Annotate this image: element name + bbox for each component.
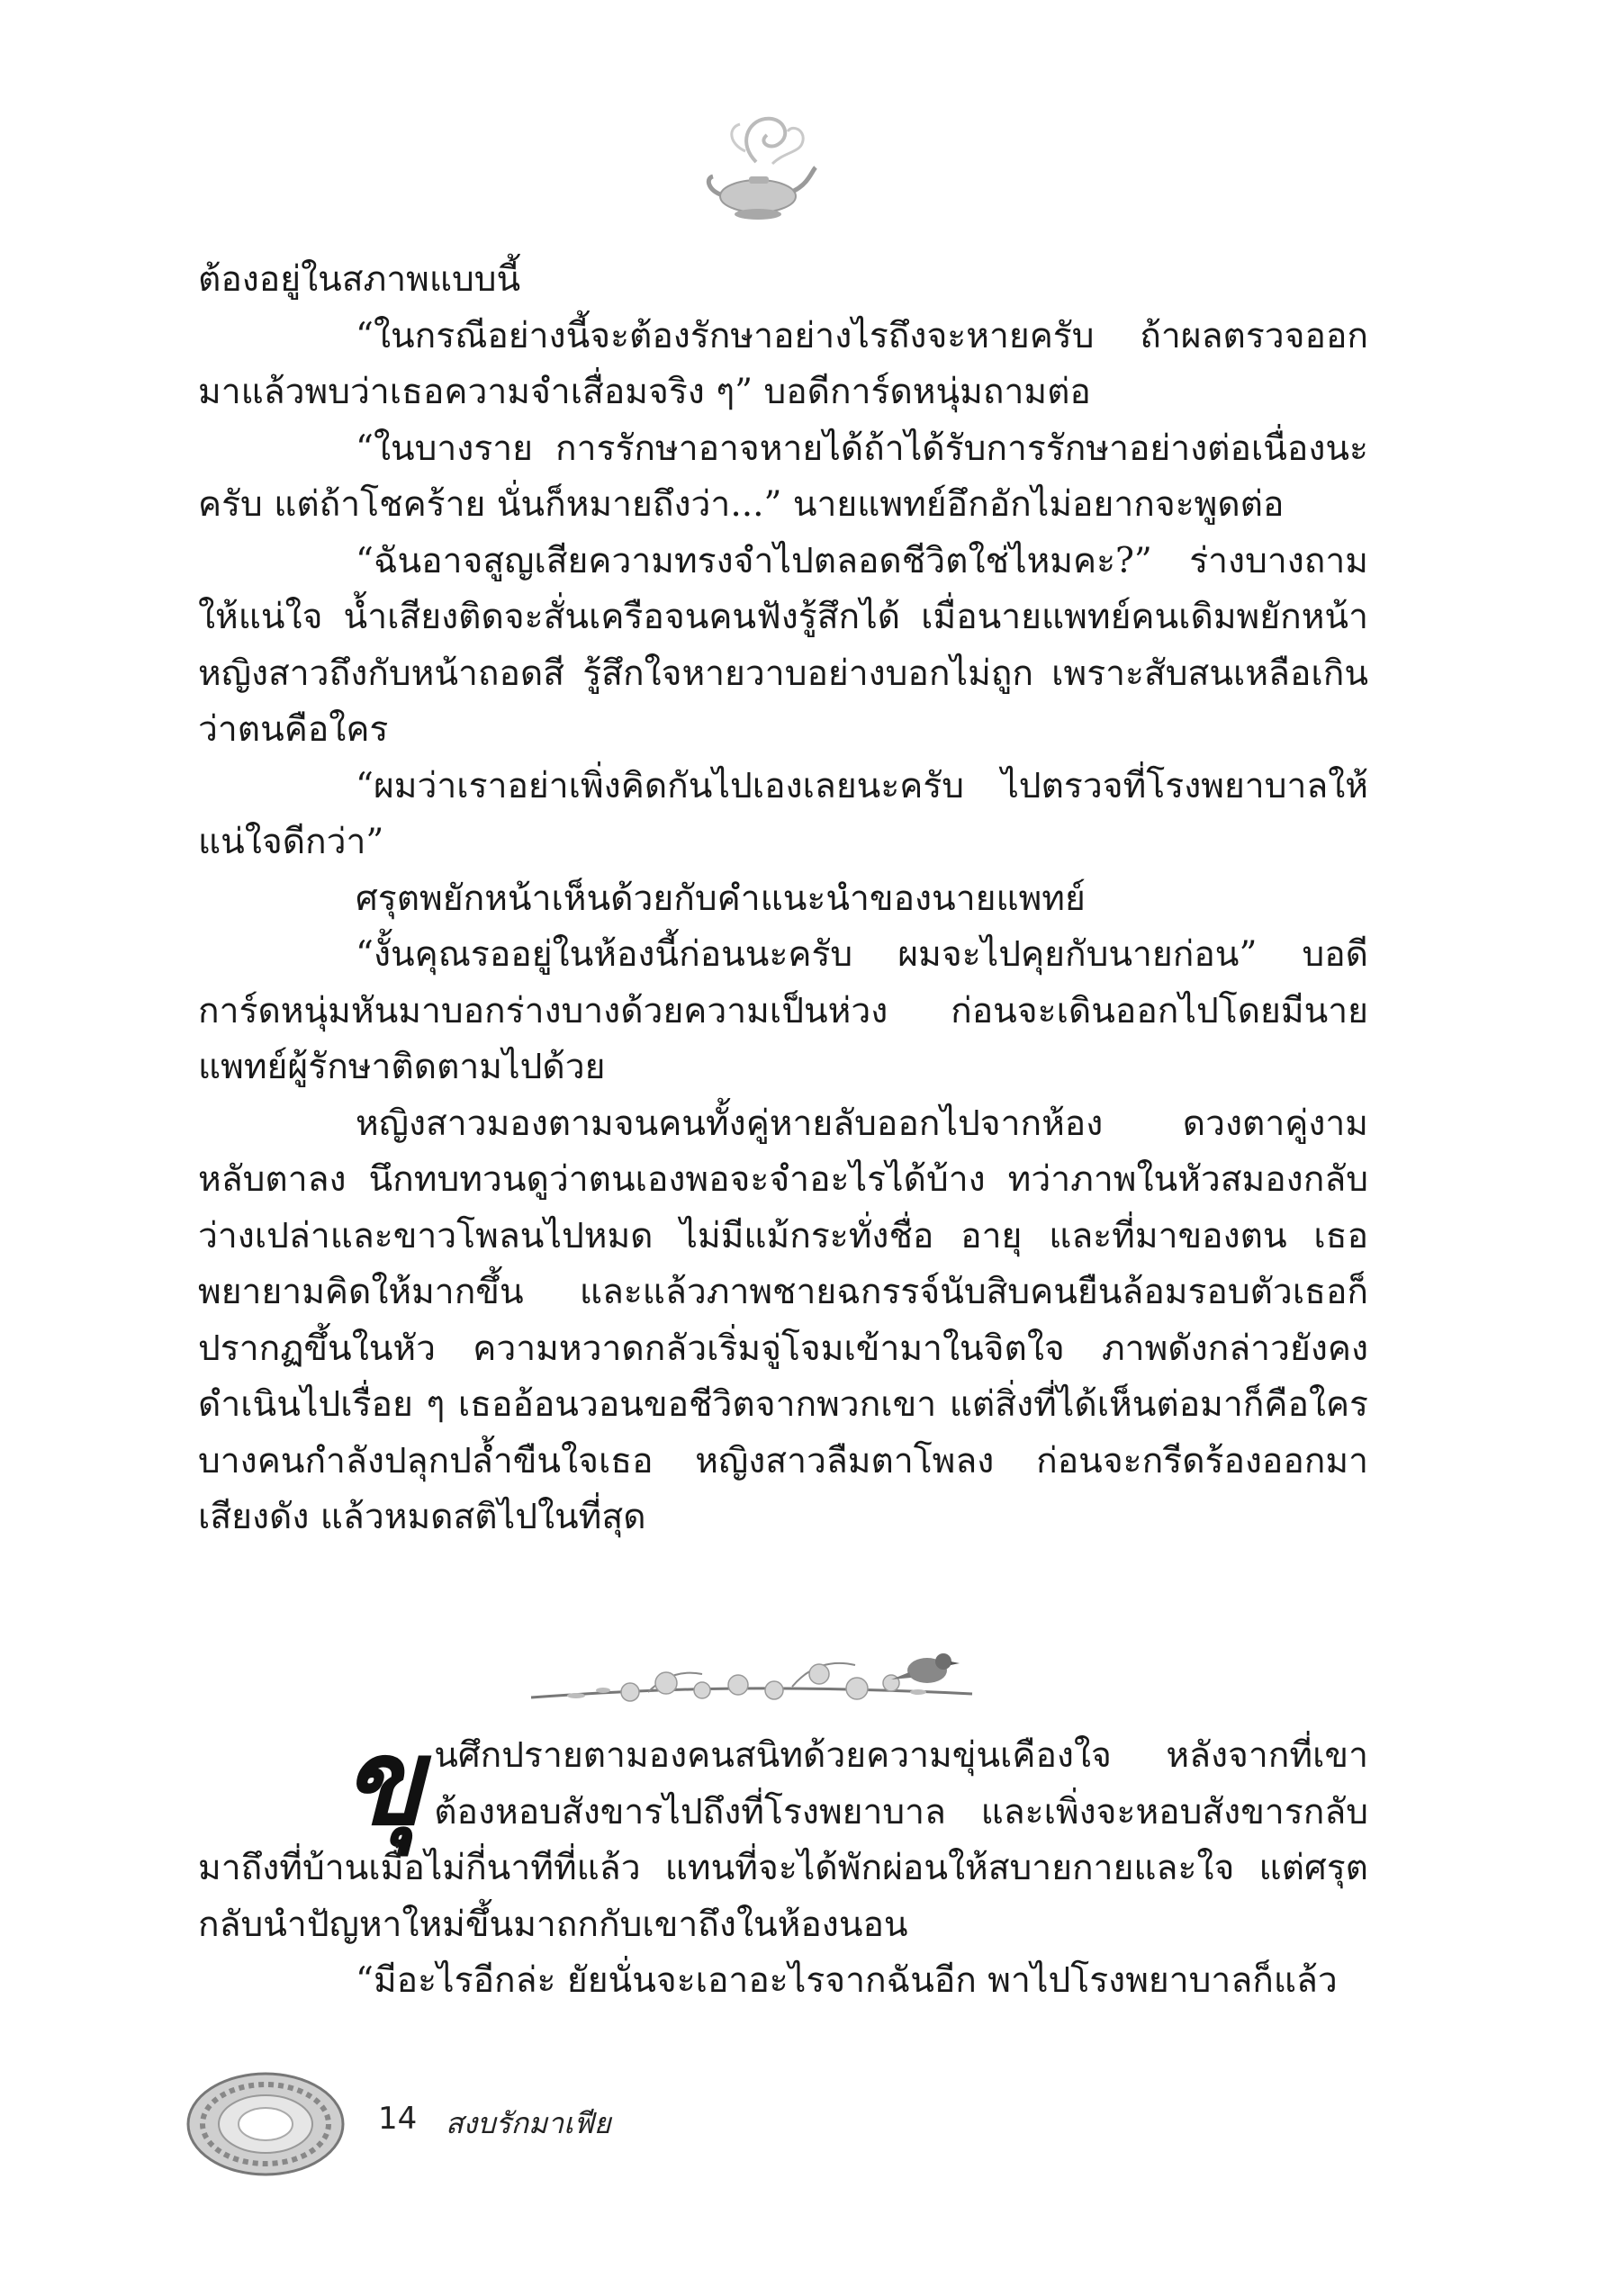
- paragraph: “ผมว่าเราอย่าเพิ่งคิดกันไปเองเลยนะครับ ไปตรวจที่โรงพยาบาลให้แน่ใจดีกว่า”: [198, 765, 1368, 862]
- page-number: 14: [378, 2101, 418, 2137]
- section-two-text: [198, 1713, 1368, 2010]
- paragraph: “ฉันอาจสูญเสียความทรงจำไปตลอดชีวิตใช่ไหมคะ?” ร่างบางถามให้แน่ใจ น้ำเสียงติดจะสั่นเครือจนคนฟังรู้สึกได้ เมื่อนายแพทย์คนเดิมพยักหน้า หญิงสาวถึงกับหน้าถอดสี รู้สึกใจหายวาบอย่างบอกไม่ถูก เพราะสับสนเหลือเกินว่าตนคือใคร: [198, 540, 1368, 750]
- teapot-with-swirl-icon: [702, 108, 819, 234]
- body-text: [198, 252, 1368, 1546]
- paragraph: หญิงสาวมองตามจนคนทั้งคู่หายลับออกไปจากห้อง ดวงตาคู่งามหลับตาลง นึกทบทวนดูว่าตนเองพอจะจำอะไรได้บ้าง ทว่าภาพในหัวสมองกลับว่างเปล่าและขาวโพลนไปหมด ไม่มีแม้กระทั่งชื่อ อายุ และที่มาของตน เธอพยายามคิดให้มากขึ้น และแล้วภาพชายฉกรรจ์นับสิบคนยืนล้อมรอบตัวเธอก็ปรากฏขึ้นในหัว ความหวาดกลัวเริ่มจู่โจมเข้ามาในจิตใจ ภาพดังกล่าวยังคงดำเนินไปเรื่อย ๆ เธออ้อนวอนขอชีวิตจากพวกเขา แต่สิ่งที่ได้เห็นต่อมาก็คือใครบางคนกำลังปลุกปล้ำขืนใจเธอ หญิงสาวลืมตาโพลง ก่อนจะกรีดร้องออกมาเสียงดัง แล้วหมดสติไปในที่สุด: [198, 1103, 1368, 1537]
- paragraph: “ในกรณีอย่างนี้จะต้องรักษาอย่างไรถึงจะหายครับ ถ้าผลตรวจออกมาแล้วพบว่าเธอความจำเสื่อมจริง ๆ” บอดีการ์ดหนุ่มถามต่อ: [198, 315, 1368, 412]
- decorative-medallion-icon: [185, 2070, 347, 2178]
- paragraph: “งั้นคุณรออยู่ในห้องนี้ก่อนนะครับ ผมจะไปคุยกับนายก่อน” บอดีการ์ดหนุ่มหันมาบอกร่างบางด้วยความเป็นห่วง ก่อนจะเดินออกไปโดยมีนายแพทย์ผู้รักษาติดตามไปด้วย: [198, 934, 1368, 1087]
- paragraph: ต้องอยู่ในสภาพแบบนี้: [198, 259, 521, 300]
- page-footer: [185, 2070, 815, 2178]
- paragraph: ศรุตพยักหน้าเห็นด้วยกับคำแนะนำของนายแพทย์: [356, 878, 1086, 919]
- paragraph: [198, 1713, 1368, 1953]
- flowering-branch-with-bird-icon: [522, 1638, 990, 1728]
- drop-cap: ขุ: [342, 1713, 424, 1852]
- paragraph-text: นศึกปรายตามองคนสนิทด้วยความขุ่นเคืองใจ หลังจากที่เขาต้องหอบสังขารไปถึงที่โรงพยาบาล และเพิ่งจะหอบสังขารกลับมาถึงที่บ้านเมื่อไม่กี่นาทีที่แล้ว แทนที่จะได้พักผ่อนให้สบายกายและใจ แต่ศรุตกลับนำปัญหาใหม่ขึ้นมาถกกับเขาถึงในห้องนอน: [198, 1735, 1368, 1945]
- paragraph: “ในบางราย การรักษาอาจหายได้ถ้าได้รับการรักษาอย่างต่อเนื่องนะครับ แต่ถ้าโชคร้าย นั่นก็หมายถึงว่า...” นายแพทย์อึกอักไม่อยากจะพูดต่อ: [198, 428, 1368, 525]
- paragraph: “มีอะไรอีกล่ะ ยัยนั่นจะเอาอะไรจากฉันอีก พาไปโรงพยาบาลก็แล้ว: [356, 1960, 1338, 2001]
- book-title: สงบรักมาเฟีย: [446, 2106, 611, 2140]
